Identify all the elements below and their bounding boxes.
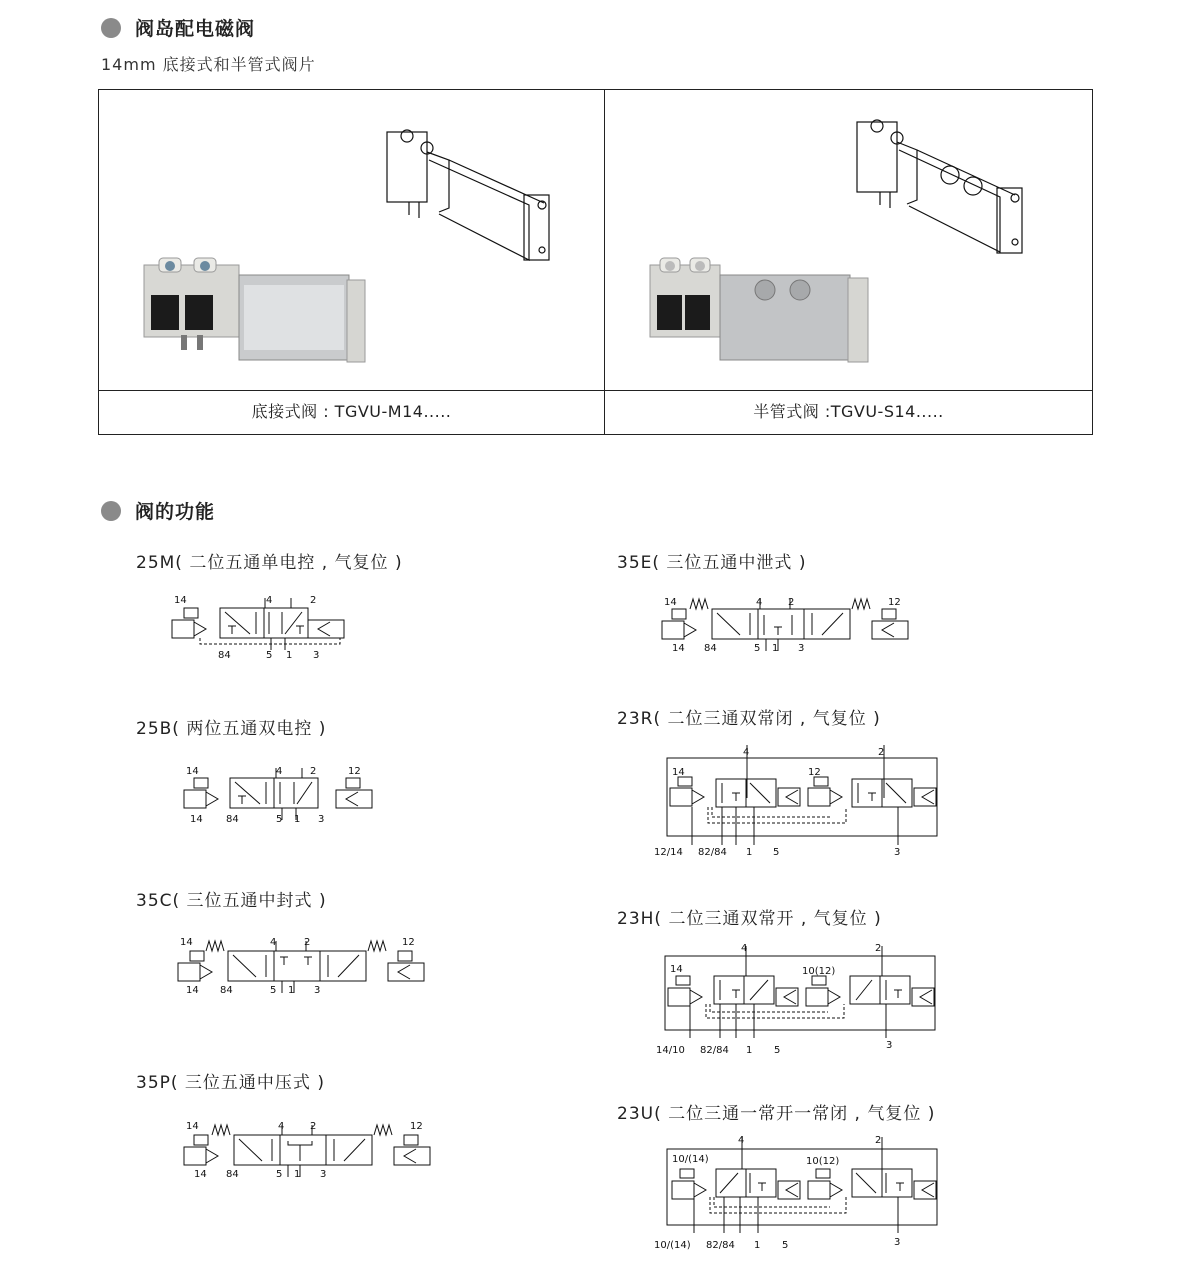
port-1: 1 bbox=[772, 643, 779, 654]
function-label-35e: 35E( 三位五通中泄式 ) bbox=[617, 553, 807, 573]
port-3: 3 bbox=[798, 643, 805, 654]
product-caption: 半管式阀 :TGVU-S14..... bbox=[753, 402, 944, 421]
port-14: 14 bbox=[186, 985, 199, 996]
port-5: 5 bbox=[276, 814, 283, 825]
port-14: 14 bbox=[670, 964, 683, 975]
port-1: 1 bbox=[294, 814, 301, 825]
port-3: 3 bbox=[318, 814, 325, 825]
port-4: 4 bbox=[276, 766, 283, 777]
section-header-solenoid bbox=[101, 14, 255, 41]
port-5: 5 bbox=[276, 1169, 283, 1180]
function-label-25m: 25M( 二位五通单电控 , 气复位 ) bbox=[136, 553, 403, 573]
port-5: 5 bbox=[266, 650, 273, 661]
function-label-25b: 25B( 两位五通双电控 ) bbox=[136, 719, 327, 739]
port-84: 84 bbox=[218, 650, 231, 661]
port-14: 14 bbox=[180, 937, 193, 948]
port-1: 1 bbox=[746, 1045, 753, 1056]
port-2: 2 bbox=[310, 595, 317, 606]
port-3: 3 bbox=[313, 650, 320, 661]
port-1: 1 bbox=[288, 985, 295, 996]
section-title: 阀的功能 bbox=[135, 501, 216, 523]
port-10-14: 10/(14) bbox=[672, 1154, 709, 1165]
port-2: 2 bbox=[310, 1121, 317, 1132]
port-10-12: 10(12) bbox=[802, 966, 836, 977]
port-2: 2 bbox=[875, 1135, 882, 1146]
port-4: 4 bbox=[270, 937, 277, 948]
port-84: 84 bbox=[704, 643, 717, 654]
product-caption: 底接式阀 : TGVU-M14..... bbox=[99, 391, 605, 435]
port-4: 4 bbox=[266, 595, 273, 606]
port-5: 5 bbox=[754, 643, 761, 654]
port-4: 4 bbox=[741, 943, 748, 954]
function-label-35c: 35C( 三位五通中封式 ) bbox=[136, 891, 327, 911]
port-1: 1 bbox=[294, 1169, 301, 1180]
port-12: 12 bbox=[348, 766, 361, 777]
function-label-35p: 35P( 三位五通中压式 ) bbox=[136, 1073, 325, 1093]
function-label-23u: 23U( 二位三通一常开一常闭 , 气复位 ) bbox=[617, 1104, 936, 1124]
product-table bbox=[98, 89, 1093, 435]
port-4: 4 bbox=[756, 597, 763, 608]
bullet-dot-icon bbox=[101, 18, 121, 38]
port-12: 12 bbox=[410, 1121, 423, 1132]
port-1: 1 bbox=[746, 847, 753, 858]
port-4: 4 bbox=[738, 1135, 745, 1146]
product-image-cell bbox=[99, 90, 605, 390]
port-84: 84 bbox=[220, 985, 233, 996]
port-5: 5 bbox=[774, 1045, 781, 1056]
port-10-14: 10/(14) bbox=[654, 1240, 691, 1251]
valve-symbol-25b bbox=[182, 762, 382, 830]
port-2: 2 bbox=[310, 766, 317, 777]
port-14: 14 bbox=[186, 1121, 199, 1132]
port-4: 4 bbox=[743, 747, 750, 758]
port-84: 84 bbox=[226, 1169, 239, 1180]
port-82-84: 82/84 bbox=[706, 1240, 735, 1251]
port-2: 2 bbox=[878, 747, 885, 758]
port-3: 3 bbox=[894, 1237, 901, 1248]
port-14: 14 bbox=[672, 643, 685, 654]
port-14: 14 bbox=[672, 767, 685, 778]
port-5: 5 bbox=[270, 985, 277, 996]
port-12: 12 bbox=[808, 767, 821, 778]
valve-symbol-35c bbox=[176, 933, 431, 1001]
port-2: 2 bbox=[788, 597, 795, 608]
port-3: 3 bbox=[886, 1040, 893, 1051]
caption-row bbox=[99, 390, 1092, 434]
port-5: 5 bbox=[773, 847, 780, 858]
product-image-cell bbox=[605, 90, 1092, 390]
port-14: 14 bbox=[194, 1169, 207, 1180]
port-14: 14 bbox=[664, 597, 677, 608]
valve-photo-base-mounted bbox=[99, 90, 604, 390]
valve-symbol-35p bbox=[182, 1117, 437, 1185]
port-2: 2 bbox=[304, 937, 311, 948]
section-header-functions bbox=[101, 497, 215, 524]
bullet-dot-icon bbox=[101, 501, 121, 521]
valve-symbol-23r bbox=[650, 743, 945, 863]
port-14: 14 bbox=[186, 766, 199, 777]
valve-photo-semi-pipe bbox=[605, 90, 1092, 390]
port-5: 5 bbox=[782, 1240, 789, 1251]
port-3: 3 bbox=[320, 1169, 327, 1180]
port-82-84: 82/84 bbox=[698, 847, 727, 858]
section-subtitle: 14mm 底接式和半管式阀片 bbox=[101, 55, 316, 74]
valve-symbol-23u bbox=[650, 1133, 945, 1253]
port-12: 12 bbox=[402, 937, 415, 948]
function-label-23r: 23R( 二位三通双常闭 , 气复位 ) bbox=[617, 709, 881, 729]
port-82-84: 82/84 bbox=[700, 1045, 729, 1056]
port-12-14: 12/14 bbox=[654, 847, 683, 858]
port-2: 2 bbox=[875, 943, 882, 954]
port-3: 3 bbox=[894, 847, 901, 858]
port-3: 3 bbox=[314, 985, 321, 996]
valve-symbol-35e bbox=[660, 591, 915, 659]
port-14-10: 14/10 bbox=[656, 1045, 685, 1056]
port-14: 14 bbox=[174, 595, 187, 606]
function-label-23h: 23H( 二位三通双常开 , 气复位 ) bbox=[617, 909, 882, 929]
valve-symbol-23h bbox=[650, 938, 945, 1058]
port-10-12: 10(12) bbox=[806, 1156, 840, 1167]
port-4: 4 bbox=[278, 1121, 285, 1132]
port-84: 84 bbox=[226, 814, 239, 825]
port-1: 1 bbox=[286, 650, 293, 661]
port-14: 14 bbox=[190, 814, 203, 825]
section-title: 阀岛配电磁阀 bbox=[135, 18, 256, 40]
valve-symbol-25m bbox=[170, 590, 350, 662]
port-1: 1 bbox=[754, 1240, 761, 1251]
port-12: 12 bbox=[888, 597, 901, 608]
